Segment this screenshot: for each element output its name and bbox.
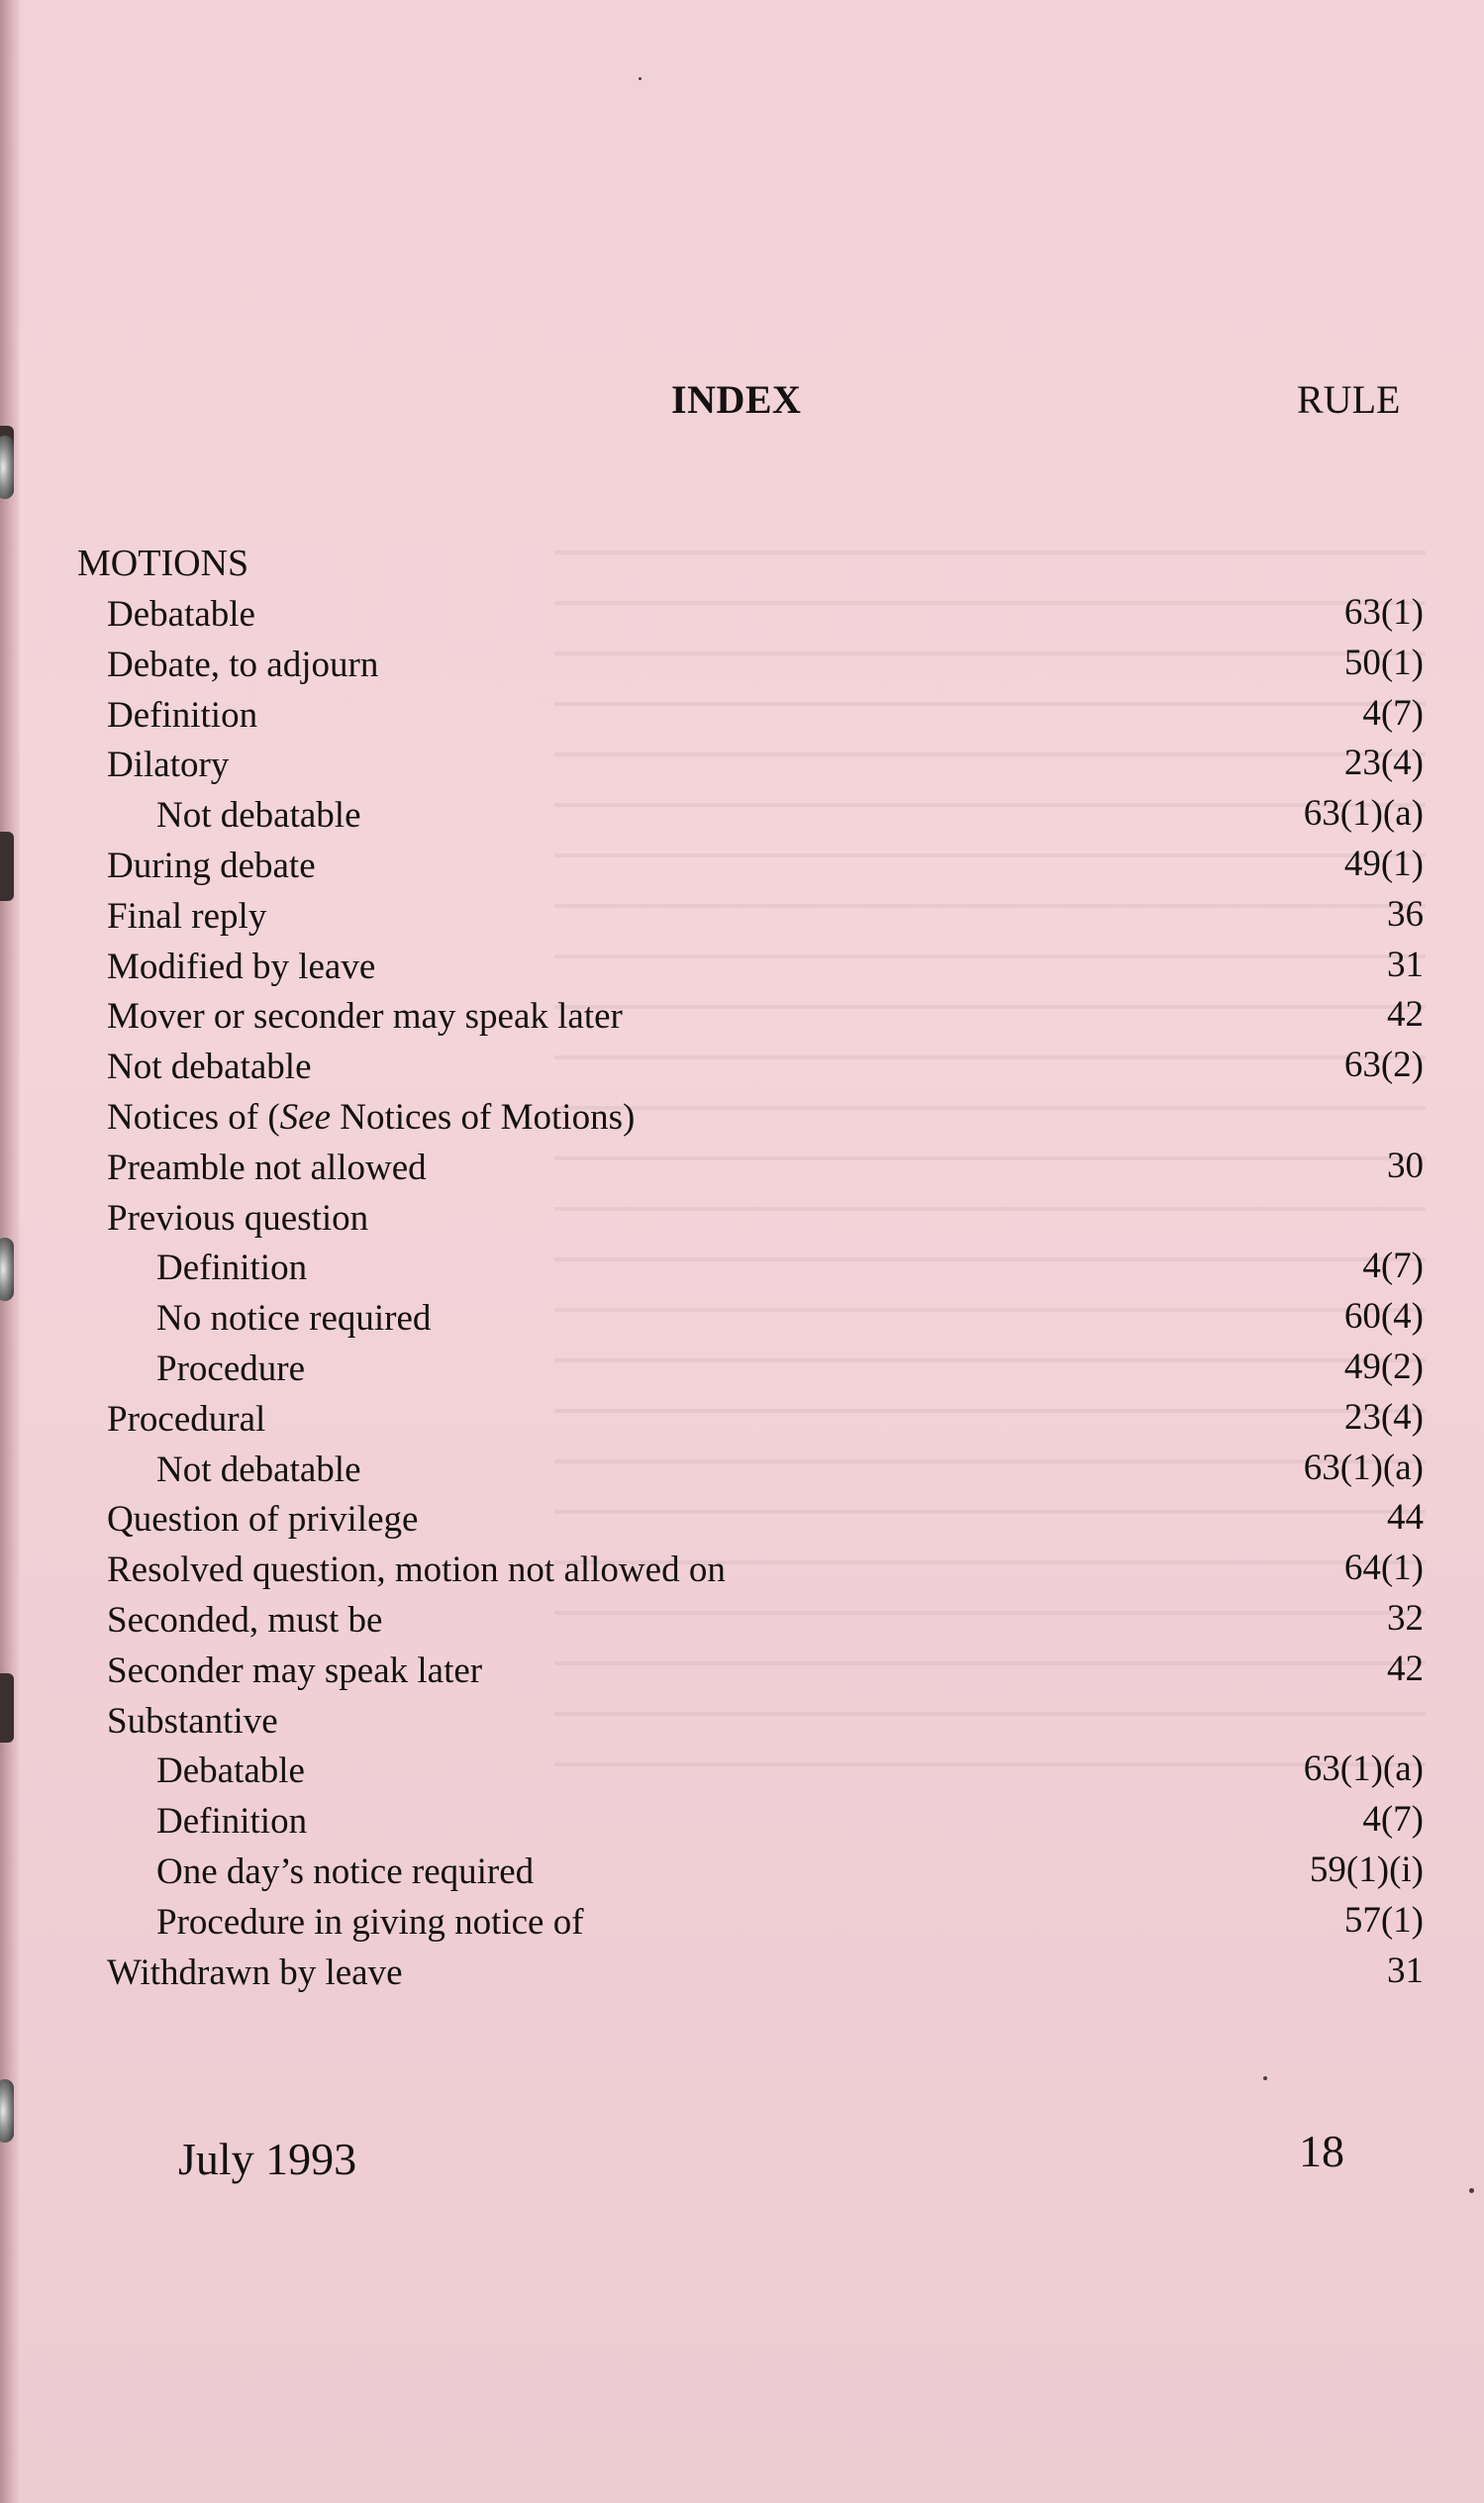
entry-label: Seconder may speak later: [107, 1650, 483, 1691]
entry-label: Definition: [156, 1801, 308, 1843]
entry-rule-number: 59(1)(i): [1309, 1849, 1424, 1890]
entry-label: Procedure: [156, 1348, 305, 1389]
rule-column-header: RULE: [1297, 377, 1401, 422]
entry-rule-number: 36: [1387, 893, 1424, 935]
entry-label: Debatable: [156, 1751, 305, 1792]
entry-label: Final reply: [107, 895, 267, 937]
entry-label: Dilatory: [107, 745, 230, 786]
entry-label: Not debatable: [156, 795, 361, 837]
entry-label: Substantive: [107, 1700, 278, 1742]
entry-label: Resolved question, motion not allowed on: [107, 1550, 726, 1591]
entry-rule-number: 4(7): [1362, 692, 1424, 734]
index-entry: [0, 592, 1484, 647]
index-entry: [0, 1799, 1484, 1853]
index-entry: [0, 1096, 1484, 1150]
page-number: 18: [1299, 2126, 1344, 2176]
entry-label: Mover or seconder may speak later: [107, 996, 623, 1038]
index-entry: [0, 642, 1484, 697]
entry-label: Withdrawn by leave: [107, 1952, 403, 1993]
entry-rule-number: 60(4): [1343, 1296, 1424, 1338]
entry-rule-number: 57(1): [1343, 1899, 1424, 1941]
entry-label: Not debatable: [107, 1047, 312, 1088]
index-entry: [0, 692, 1484, 748]
section-heading: MOTIONS: [77, 543, 249, 584]
entry-rule-number: 64(1): [1343, 1548, 1424, 1589]
index-entry: [0, 994, 1484, 1049]
speck: [639, 77, 642, 80]
entry-label: During debate: [107, 845, 316, 886]
entry-label: Preamble not allowed: [107, 1147, 427, 1188]
entry-label: Definition: [156, 1248, 308, 1289]
index-entry: [0, 1597, 1484, 1652]
entry-rule-number: 4(7): [1362, 1246, 1424, 1287]
binder-ring: [0, 436, 14, 499]
entry-rule-number: 4(7): [1362, 1799, 1424, 1841]
index-entry: [0, 1950, 1484, 2005]
entry-rule-number: 50(1): [1343, 642, 1424, 683]
entry-label: Procedural: [107, 1398, 266, 1440]
entry-rule-number: 42: [1387, 1648, 1424, 1689]
entry-rule-number: 30: [1387, 1145, 1424, 1186]
index-entry: [0, 944, 1484, 999]
footer-date: July 1993: [178, 2134, 357, 2184]
index-entry: [0, 1849, 1484, 1904]
entry-rule-number: 23(4): [1343, 743, 1424, 784]
entry-label: Debate, to adjourn: [107, 644, 379, 685]
index-entry: [0, 1447, 1484, 1502]
entry-label-italic: See: [279, 1096, 332, 1138]
entry-rule-number: 49(1): [1343, 843, 1424, 884]
entry-rule-number: 63(1)(a): [1303, 1447, 1424, 1488]
entry-label-prefix: Notices of (: [107, 1096, 280, 1138]
entry-rule-number: 42: [1387, 994, 1424, 1036]
index-entry: [0, 743, 1484, 797]
index-entry: [0, 1346, 1484, 1401]
entry-label: Seconded, must be: [107, 1599, 383, 1641]
speck: [1263, 2076, 1267, 2080]
entry-rule-number: 63(1)(a): [1303, 1749, 1424, 1790]
index-entry: [0, 1396, 1484, 1452]
entry-label: Question of privilege: [107, 1499, 419, 1541]
index-entry: [0, 1246, 1484, 1300]
index-entry: [0, 1749, 1484, 1803]
entry-label: No notice required: [156, 1298, 432, 1340]
index-entries: [0, 592, 1484, 2004]
entry-label: Previous question: [107, 1197, 369, 1239]
entry-rule-number: 63(1): [1343, 592, 1424, 633]
binder-ring: [0, 2079, 14, 2143]
entry-label: Modified by leave: [107, 946, 376, 987]
entry-label: One day’s notice required: [156, 1851, 535, 1892]
index-entry: [0, 843, 1484, 898]
index-entry: [0, 793, 1484, 848]
index-entry: [0, 1700, 1484, 1753]
speck: [1469, 2188, 1474, 2193]
index-entry: [0, 1497, 1484, 1552]
index-entry: [0, 1045, 1484, 1099]
entry-rule-number: 32: [1387, 1597, 1424, 1639]
index-entry: [0, 1899, 1484, 1954]
entry-label: Definition: [107, 694, 258, 736]
entry-label: Debatable: [107, 594, 255, 635]
entry-label: Not debatable: [156, 1449, 361, 1490]
entry-label: Procedure in giving notice of: [156, 1901, 584, 1943]
entry-rule-number: 23(4): [1343, 1396, 1424, 1438]
index-entry: [0, 1197, 1484, 1251]
entry-rule-number: 63(1)(a): [1303, 793, 1424, 835]
entry-rule-number: 63(2): [1343, 1045, 1424, 1086]
index-entry: [0, 893, 1484, 949]
index-entry: [0, 1296, 1484, 1351]
entry-rule-number: 31: [1387, 944, 1424, 985]
index-entry: [0, 1548, 1484, 1602]
entry-label-suffix: Notices of Motions): [331, 1096, 636, 1138]
entry-label: [107, 1096, 636, 1138]
index-entry: [0, 1145, 1484, 1200]
entry-rule-number: 44: [1387, 1497, 1424, 1539]
entry-rule-number: 49(2): [1343, 1346, 1424, 1387]
entry-rule-number: 31: [1387, 1950, 1424, 1991]
index-entry: [0, 1648, 1484, 1703]
page-title: INDEX: [671, 377, 802, 422]
